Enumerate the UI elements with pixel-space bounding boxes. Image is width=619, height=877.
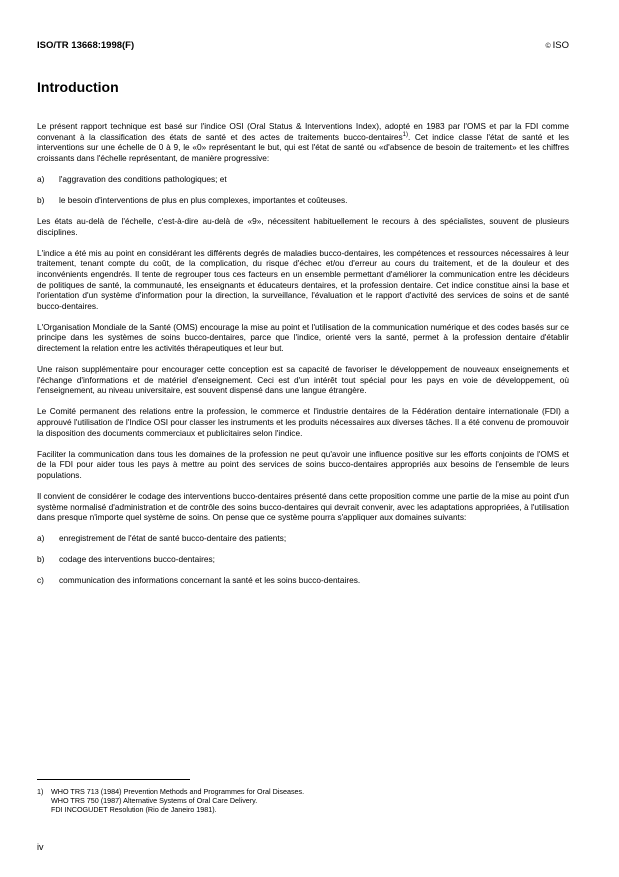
page-header (37, 40, 569, 54)
footnote (37, 787, 537, 815)
paragraph-7: Faciliter la communication dans tous les domaines de la profession ne peut qu'avoir une influence positive sur les efforts conjoints de l'OMS et de la FDI pour aider tous les pays à mettre au point des services de soins bucco-dentaires appropriés aux besoins de l'ensemble de leurs populations. (37, 448, 569, 480)
list-marker: b) (37, 554, 45, 565)
paragraph-5: Une raison supplémentaire pour encourager cette conception est sa capacité de favoriser le développement de nouveaux enseignements et l'échange d'informations et de matériel d'enseignement. Ceci est d'un intérêt tout spécial pour les pays en voie de développement, où l'enseignement, au niveau universitaire, est souvent dispensé dans une langue étrangère. (37, 364, 569, 396)
list-marker: b) (37, 194, 45, 205)
copyright-org: ISO (552, 40, 569, 51)
paragraph-4: L'Organisation Mondiale de la Santé (OMS) encourage la mise au point et l'utilisation de la communication numérique et des codes basés sur ce principe dans les systèmes de soins bucco-dentaires, parce que l'indice, orienté vers la santé, permet à la profession dentaire d'établir directement la relation entre les activités thérapeutiques et leur but. (37, 321, 569, 353)
list-item-text: codage des interventions bucco-dentaires; (59, 554, 215, 565)
document-id: ISO/TR 13668:1998(F) (37, 40, 135, 51)
list-item-text: le besoin d'interventions de plus en plus complexes, importantes et coûteuses. (59, 194, 348, 205)
footnote-divider (37, 779, 190, 780)
paragraph-1-text-b: . Cet indice classe l'état de santé et les interventions sur une échelle de 0 à 9, le «0» représentant le but, qui est l'état de santé ou «d'absence de besoin de traitement» et les chiffres croissants dans l'échelle représentant, de manière progressive: (37, 131, 569, 163)
footnote-marker: 1) (37, 787, 44, 796)
list-item (37, 533, 569, 544)
paragraph-8: Il convient de considérer le codage des interventions bucco-dentaires présenté dans cette proposition comme une partie de la mise au point d'un système normalisé d'administration et de contrôle des soins bucco-dentaires qui devrait convenir, avec les adaptations appropriées, à l'utilisation dans presque n'importe quel système de soins. On pense que ce système pourra s'appliquer aux domaines suivants: (37, 490, 569, 523)
list-marker: a) (37, 533, 45, 544)
list-marker: c) (37, 575, 44, 586)
footnote-text (51, 787, 537, 815)
list-item (37, 174, 569, 185)
paragraph-1-text-a: Le présent rapport technique est basé sur l'indice OSI (Oral Status & Interventions Index), adopté en 1983 par l'OMS et par la FDI comme convenant à la classification des états de santé et des actes de traitements bucco-dentaires (37, 121, 569, 142)
paragraph-6: Le Comité permanent des relations entre la profession, le commerce et l'industrie dentaires de la Fédération dentaire internationale (FDI) a approuvé l'utilisation de l'Indice OSI pour classer les instruments et les produits nécessaires aux diverses tâches. Il a été convenu de promouvoir la disposition des documents commerciaux et publicitaires selon l'indice. (37, 406, 569, 438)
copyright-symbol: © (545, 43, 551, 50)
paragraph-2: Les états au-delà de l'échelle, c'est-à-dire au-delà de «9», nécessitent habituellement le recours à des spécialistes, souvent de plusieurs disciplines. (37, 216, 569, 237)
footnote-line: WHO TRS 750 (1987) Alternative Systems of Oral Care Delivery. (51, 796, 258, 806)
copyright-notice (545, 40, 569, 51)
list-item-text: communication des informations concernant la santé et les soins bucco-dentaires. (59, 575, 361, 586)
section-title: Introduction (37, 79, 119, 95)
list-item (37, 554, 569, 565)
page-number: iv (37, 842, 44, 852)
list-item-text: enregistrement de l'état de santé bucco-dentaire des patients; (59, 533, 287, 544)
list-item-text: l'aggravation des conditions pathologiques; et (59, 173, 227, 184)
list-marker: a) (37, 173, 45, 184)
footnote-line: WHO TRS 713 (1984) Prevention Methods and Programmes for Oral Diseases. (51, 787, 305, 796)
footnote-line: FDI INCOGUDET Resolution (Rio de Janeiro 1981). (51, 805, 217, 815)
paragraph-3: L'indice a été mis au point en considérant les différents degrés de maladies bucco-dentaires, les compétences et ressources nécessaires à leur traitement, tenant compte du coût, de la complication, du risque d'échec et/ou d'erreur au cours du traitement, et de la douleur et des inconvénients engendrés. Il tente de regrouper tous ces facteurs en un ensemble permettant d'améliorer la communication entre les décideurs de politiques de santé, la communauté, les enseignants et éducateurs dentaires, et la profession dentaire. Cet indice constitue ainsi la base et l'orientation d'un système d'information pour la direction, la surveillance, l'évaluation et le rapport d'activité des services de soins et de santé bucco-dentaires. (37, 247, 569, 311)
document-body (37, 121, 569, 597)
list-item (37, 575, 569, 586)
paragraph-1 (37, 121, 569, 163)
list-item (37, 195, 569, 206)
footnote-reference[interactable]: 1) (402, 131, 408, 138)
